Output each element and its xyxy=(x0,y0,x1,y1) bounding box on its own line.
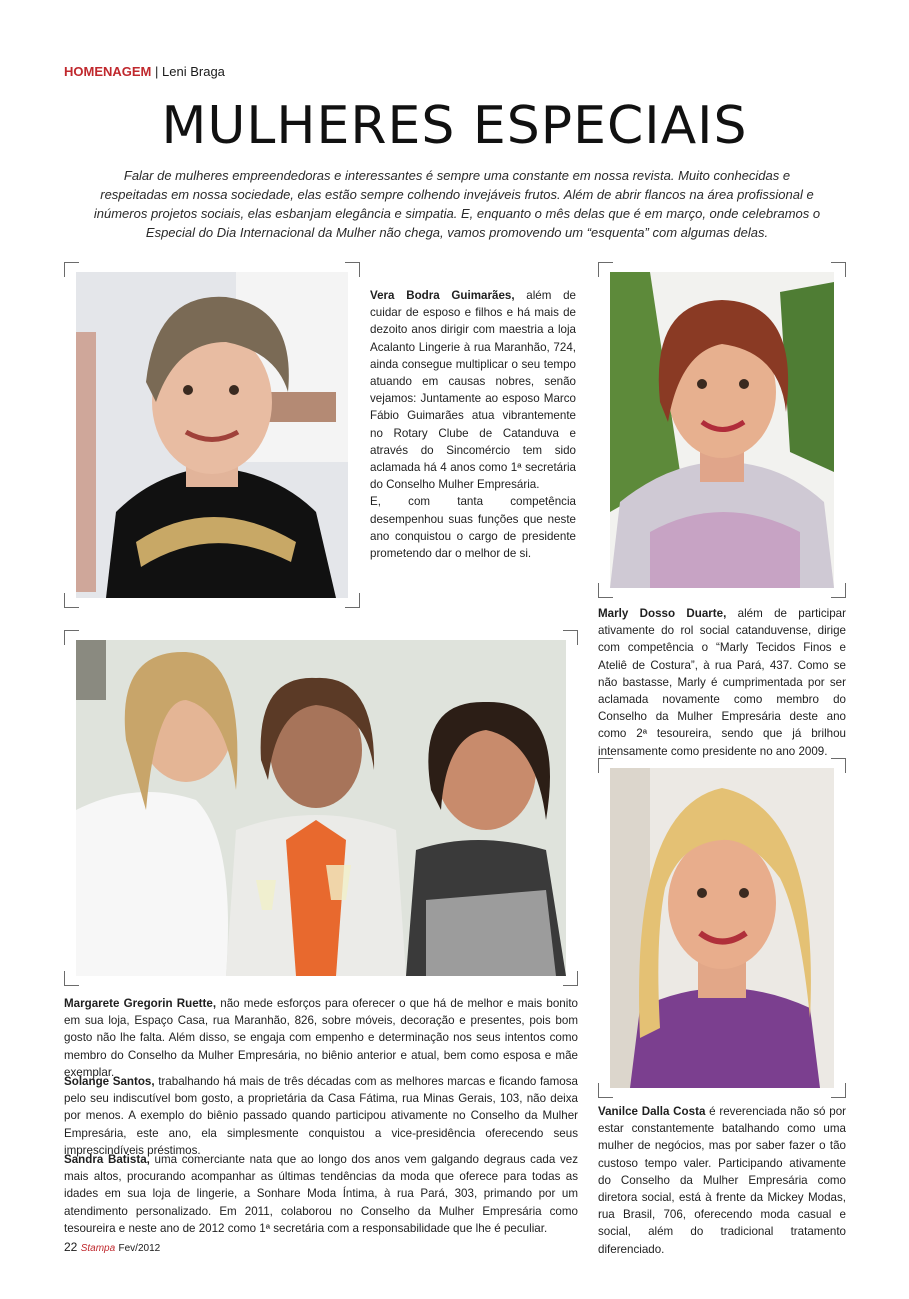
profile-vera xyxy=(370,287,576,562)
profile-sandra xyxy=(64,1151,578,1237)
profile-margarete xyxy=(64,995,578,1081)
photo-frame-vanilce xyxy=(598,758,846,1098)
profile-vanilce xyxy=(598,1103,846,1258)
intro-paragraph: Falar de mulheres empreendedoras e interessantes é sempre uma constante em nossa revista. Muito conhecidas e respeitadas em nossa sociedade, elas estão sempre colhendo invejáveis frutos. Além de abrir flancos na área profissional e inúmeros projetos sociais, elas esbanjam elegância e simpatia. E, enquanto o mês delas que é em março, onde celebramos o Especial do Dia Internacional da Mulher não chega, vamos promovendo um “esquenta” com algumas delas. xyxy=(93,168,821,240)
page-number: 22 xyxy=(64,1240,78,1254)
profile-text-vera: além de cuidar de esposo e filhos e há mais de dezoito anos dirigir com maestria a loja Acalanto Lingerie à rua Maranhão, 724, ainda consegue multiplicar o seu tempo atuando em causas nobres, senão vejamos: Juntamente ao esposo Marco Fábio Guimarães atua vibrantemente no Rotary Clube de Catanduva e através do Sincomércio tem sido aclamada há 4 anos como 1ª secretária do Conselho Mulher Empresária. xyxy=(370,289,576,492)
profile-name-margarete: Margarete Gregorin Ruette, xyxy=(64,997,217,1010)
author-name: Leni Braga xyxy=(162,64,225,79)
page-footer xyxy=(64,1240,160,1254)
section-header xyxy=(64,64,225,79)
profile-text-vanilce: é reverenciada não só por estar constantemente batalhando como uma mulher de negócios, mas por saber fazer o tão custoso tempo valer. Participando ativamente do Conselho da Mulher Empresária como diretora social, está à frente da Mickey Modas, rua Brasil, 706, oferecendo moda casual e social, além do tradicional tratamento diferenciado. xyxy=(598,1105,846,1256)
photo-frame-vera xyxy=(64,262,360,608)
profile-name-sandra: Sandra Batista, xyxy=(64,1153,150,1166)
magazine-name: Stampa xyxy=(80,1243,116,1254)
profile-name-vanilce: Vanilce Dalla Costa xyxy=(598,1105,706,1118)
profile-text-vera-2: E, com tanta competência desempenhou suas funções que neste ano conquistou o cargo de presidente prometendo dar o melhor de si. xyxy=(370,495,576,561)
profile-name-vera: Vera Bodra Guimarães, xyxy=(370,289,515,302)
profile-name-solange: Solange Santos, xyxy=(64,1075,155,1088)
marly-photo xyxy=(610,272,834,588)
profile-name-marly: Marly Dosso Duarte, xyxy=(598,607,727,620)
photo-frame-marly xyxy=(598,262,846,598)
profile-solange xyxy=(64,1073,578,1159)
section-tag: HOMENAGEM xyxy=(64,64,152,79)
group-photo xyxy=(76,640,566,976)
profile-marly xyxy=(598,605,846,760)
profile-text-sandra: uma comerciante nata que ao longo dos anos vem galgando degraus cada vez mais altos, procurando acompanhar as últimas tendências da moda que oferece para todas as idades em sua loja de lingerie, a Sonhare Moda Íntima, à rua Pará, 303, primando por um atendimento personalizado. Em 2011, colaborou no Conselho da Mulher Empresária como tesoureira e neste ano de 2012 como 1ª secretária com a responsabilidade que lhe é peculiar. xyxy=(64,1153,578,1235)
page-title: MULHERES ESPECIAIS xyxy=(161,96,748,156)
profile-text-marly: além de participar ativamente do rol social catanduvense, dirige com competência o “Marly Tecidos Finos e Ateliê de Costura”, à rua Pará, 437. Como se não bastasse, Marly é cumprimentada por ser aclamada novamente como membro do Conselho da Mulher Empresária deste ano como 2ª tesoureira, sendo que já brilhou intensamente como presidente no ano 2009. xyxy=(598,607,846,758)
issue-date: Fev/2012 xyxy=(118,1243,161,1254)
section-separator: | xyxy=(155,64,159,79)
vanilce-photo xyxy=(610,768,834,1088)
vera-photo xyxy=(76,272,348,598)
profile-text-solange: trabalhando há mais de três décadas com as melhores marcas e ficando famosa pelo seu indiscutível bom gosto, a proprietária da Casa Fátima, rua Minas Gerais, 103, não deixa por menos. A exemplo do biênio passado quando participou ativamente no Conselho da Mulher Empresária, este ano, ela simplesmente conquistou a vice-presidência oferecendo seus imprescindíveis préstimos. xyxy=(64,1075,578,1157)
profile-text-margarete: não mede esforços para oferecer o que há de melhor e mais bonito em sua loja, Espaço Casa, rua Maranhão, 826, sobre móveis, decoração e presentes, pois bom gosto não lhe falta. Além disso, se engaja com empenho e determinação nos seus intentos como membro do Conselho da Mulher Empresária, no biênio anterior e atual, bem como esposa e mãe exemplar. xyxy=(64,997,579,1079)
photo-frame-group xyxy=(64,630,578,986)
